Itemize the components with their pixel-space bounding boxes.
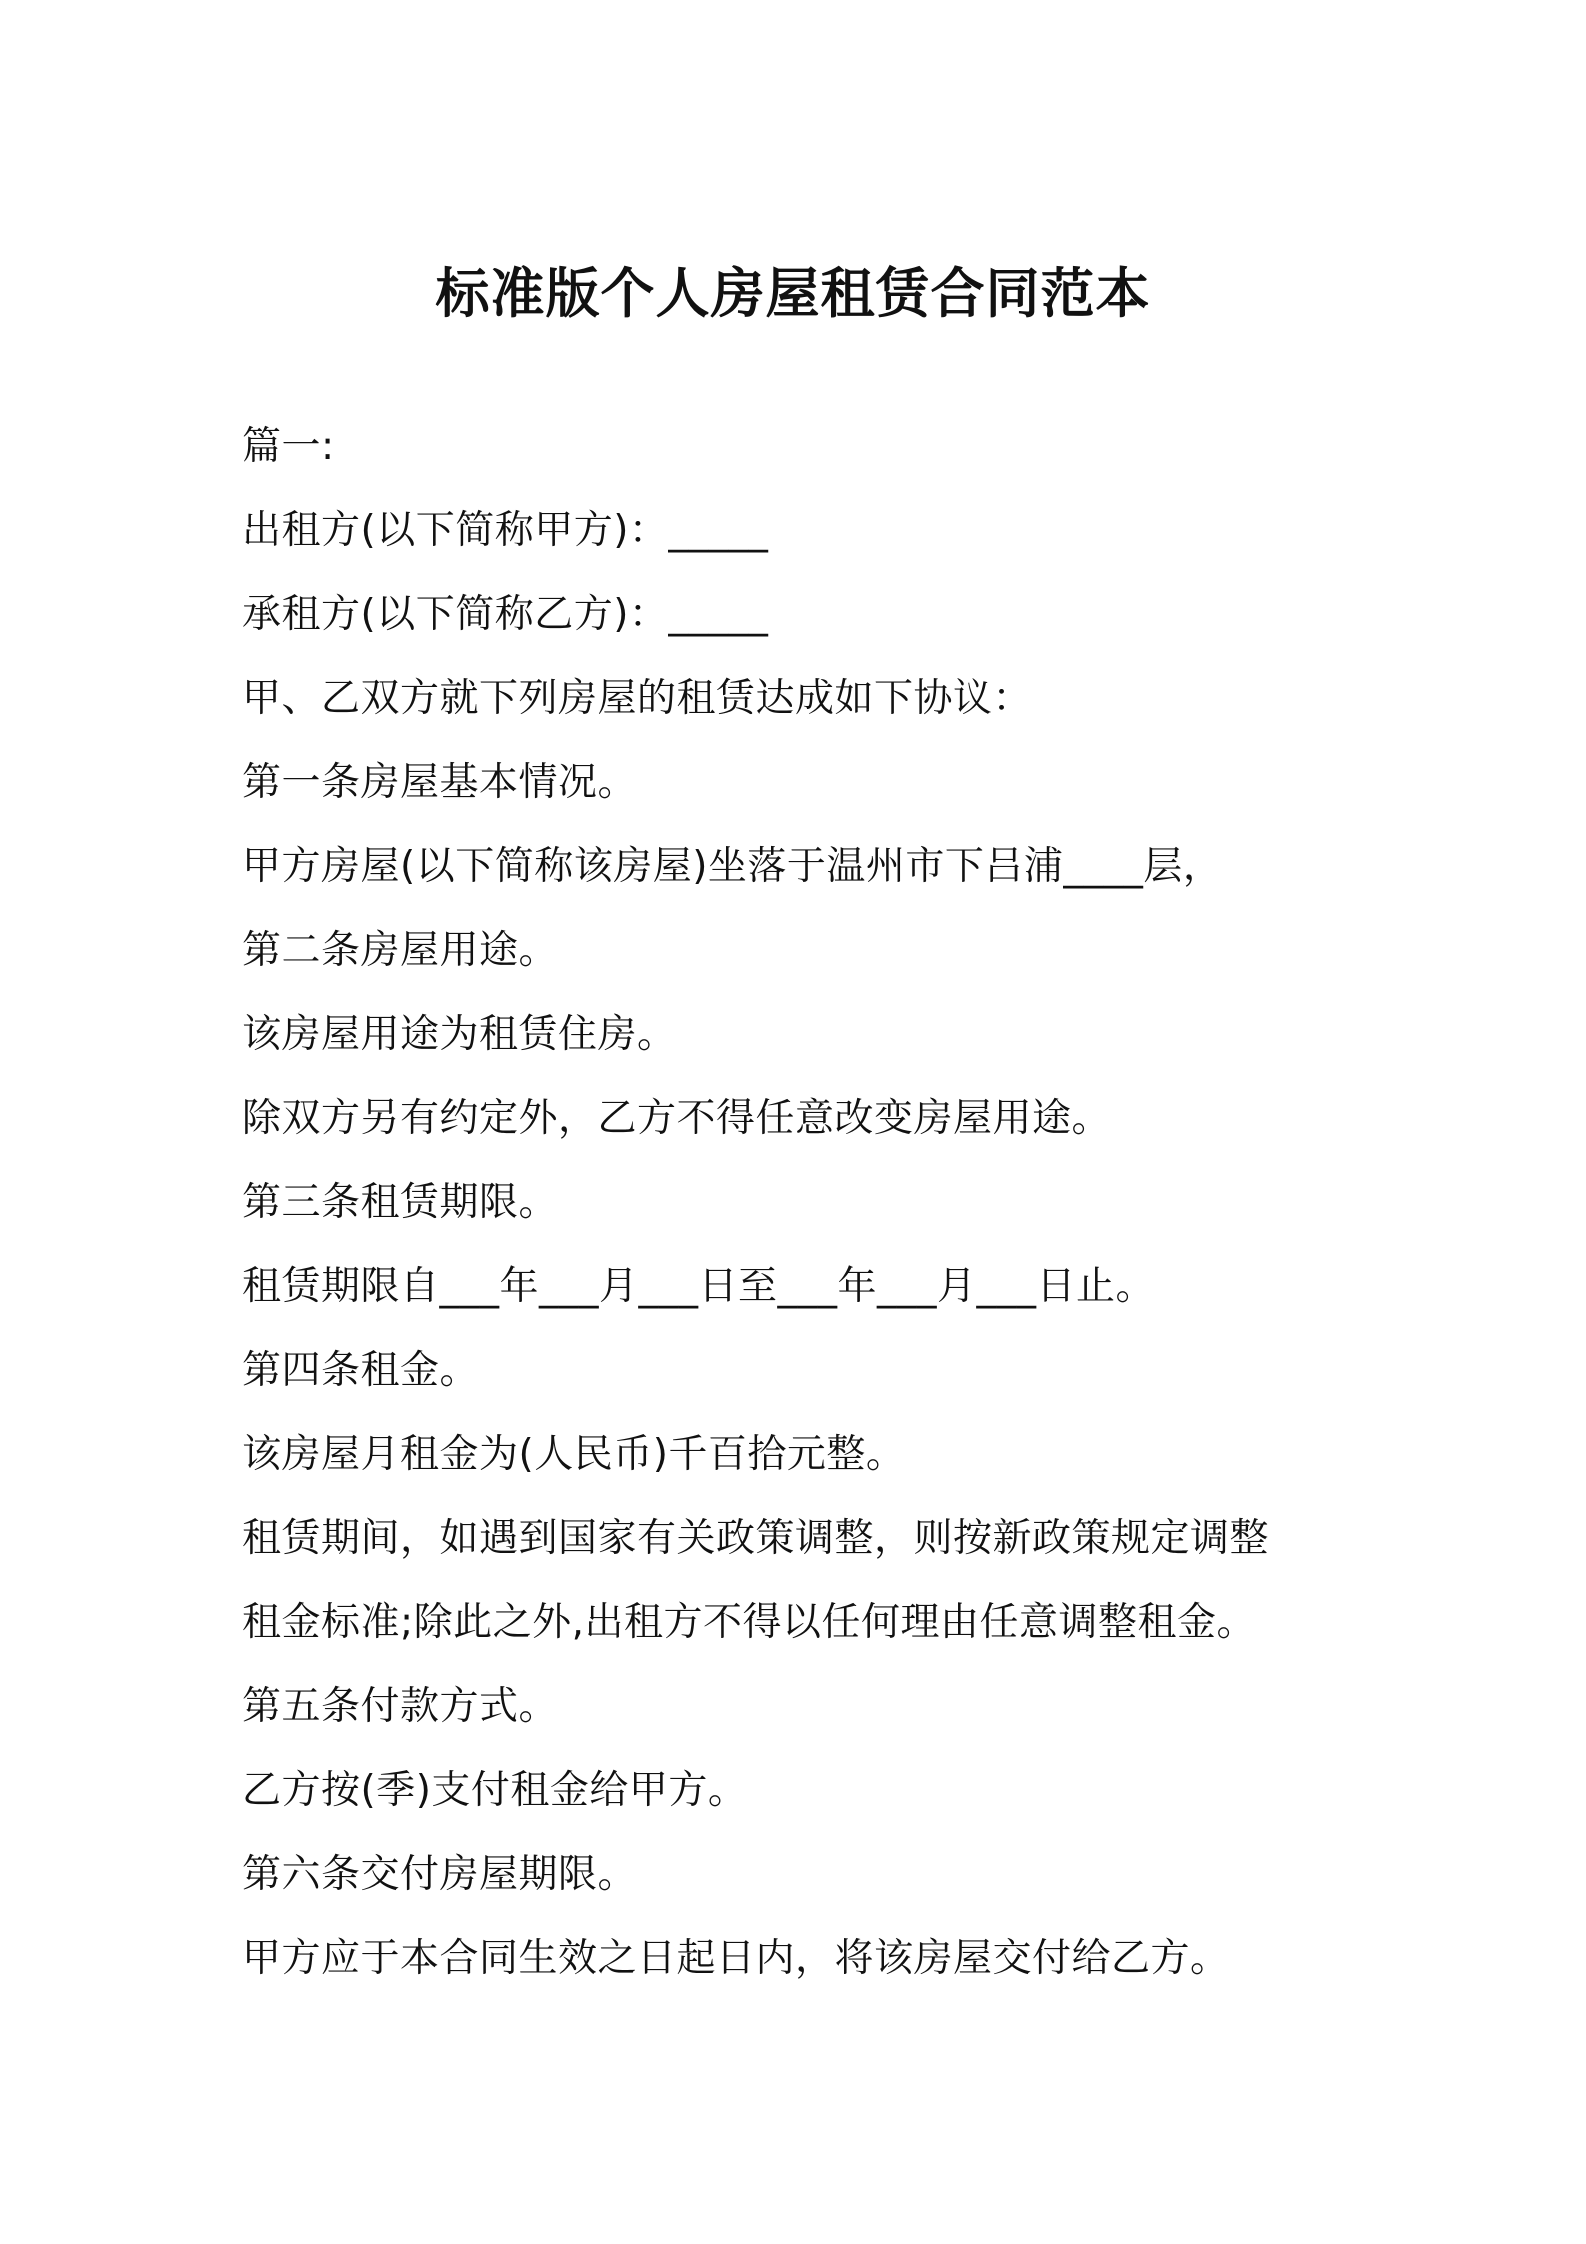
article-5-heading: 第五条付款方式。 xyxy=(242,1684,559,1729)
article-6-text: 甲方应于本合同生效之日起日内，将该房屋交付给乙方。 xyxy=(242,1936,1230,1981)
document-body xyxy=(242,405,1392,2001)
lessee-line: 承租方(以下简称乙方)：_____ xyxy=(242,592,769,637)
article-2-text-1: 该房屋用途为租赁住房。 xyxy=(242,1012,677,1057)
document-title: 标准版个人房屋租赁合同范本 xyxy=(435,262,1151,325)
article-3-text: 租赁期限自___年___月___日至___年___月___日止。 xyxy=(242,1264,1156,1309)
article-5-text: 乙方按(季)支付租金给甲方。 xyxy=(242,1768,748,1813)
article-2-heading: 第二条房屋用途。 xyxy=(242,928,559,973)
article-4-heading: 第四条租金。 xyxy=(242,1348,480,1393)
article-3-heading: 第三条租赁期限。 xyxy=(242,1180,559,1225)
article-4-text-1: 该房屋月租金为(人民币)千百拾元整。 xyxy=(242,1432,906,1477)
article-4-text-2: 租赁期间，如遇到国家有关政策调整，则按新政策规定调整 xyxy=(242,1516,1270,1561)
article-2-text-2: 除双方另有约定外，乙方不得任意改变房屋用途。 xyxy=(242,1096,1112,1141)
article-4-text-3: 租金标准;除此之外,出租方不得以任何理由任意调整租金。 xyxy=(242,1600,1257,1645)
agreement-intro: 甲、乙双方就下列房屋的租赁达成如下协议： xyxy=(242,676,1033,721)
article-1-heading: 第一条房屋基本情况。 xyxy=(242,760,638,805)
article-1-text: 甲方房屋(以下简称该房屋)坐落于温州市下吕浦____层， xyxy=(242,844,1223,889)
lessor-line: 出租方(以下简称甲方)：_____ xyxy=(242,508,769,553)
article-6-heading: 第六条交付房屋期限。 xyxy=(242,1852,638,1897)
section-heading: 篇一: xyxy=(242,424,335,469)
